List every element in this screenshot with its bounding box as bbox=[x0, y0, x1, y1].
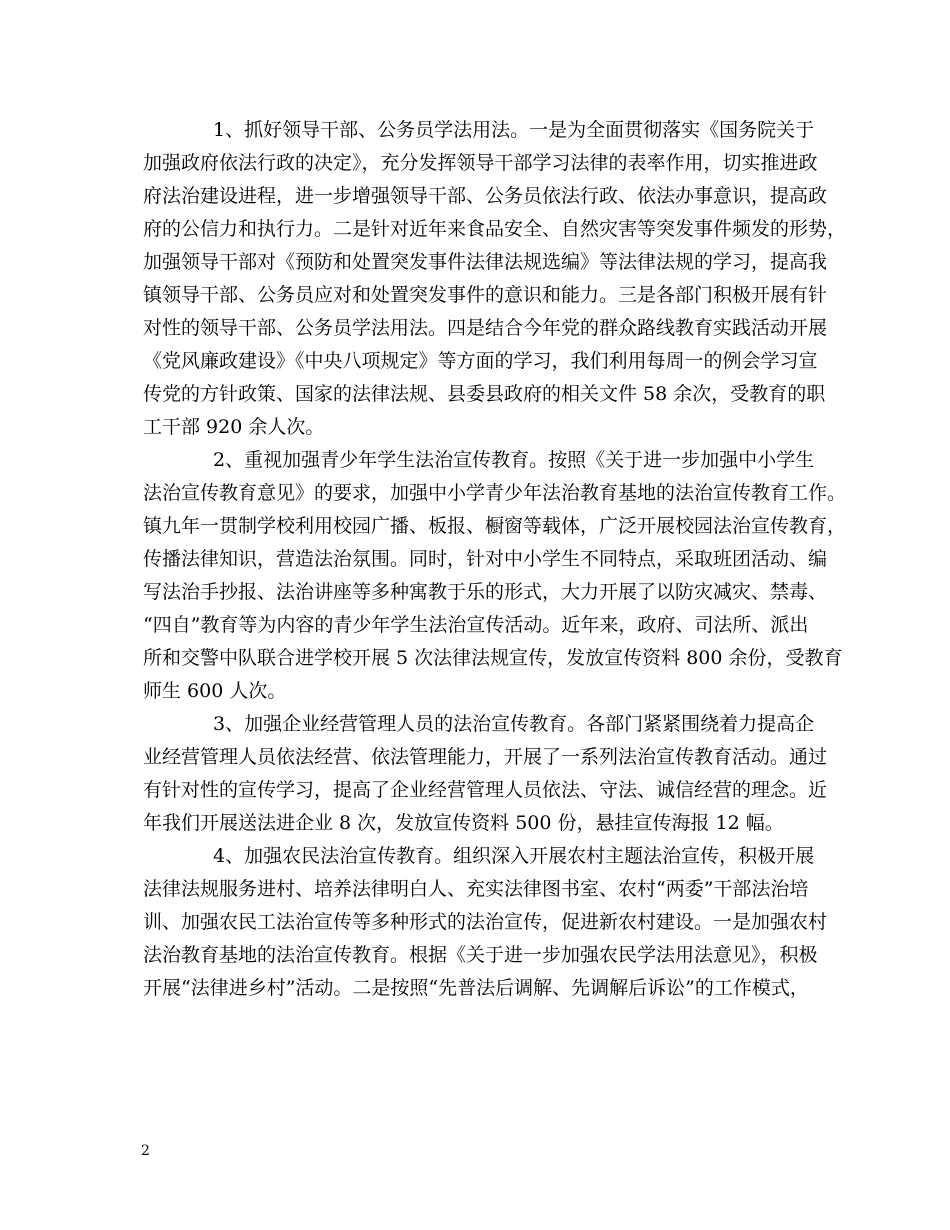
text-line: 加强政府依法行政的决定》，充分发挥领导干部学习法律的表率作用，切实推进政 bbox=[143, 152, 818, 174]
text-line: 对性的领导干部、公务员学法用法。四是结合今年党的群众路线教育实践活动开展 bbox=[143, 317, 828, 339]
text-line: 《党风廉政建设》《中央八项规定》等方面的学习，我们利用每周一的例会学习宣 bbox=[143, 350, 818, 372]
text-line: 写法治手抄报、法治讲座等多种寓教于乐的形式，大力开展了以防灾减灾、禁毒、 bbox=[143, 581, 828, 603]
text-line: 镇九年一贯制学校利用校园广播、板报、橱窗等载体，广泛开展校园法治宣传教育， bbox=[143, 515, 847, 537]
text-line: 业经营管理人员依法经营、依法管理能力，开展了一系列法治宣传教育活动。通过 bbox=[143, 746, 828, 768]
text-line: 传播法律知识，营造法治氛围。同时，针对中小学生不同特点，采取班团活动、编 bbox=[143, 548, 828, 570]
paragraph bbox=[143, 708, 828, 840]
text-line: 府的公信力和执行力。二是针对近年来食品安全、自然灾害等突发事件频发的形势， bbox=[143, 218, 847, 240]
text-line: 法治宣传教育意见》的要求，加强中小学青少年法治教育基地的法治宣传教育工作。 bbox=[143, 482, 847, 504]
text-line: 镇领导干部、公务员应对和处置突发事件的意识和能力。三是各部门积极开展有针 bbox=[143, 284, 828, 306]
text-line: 加强领导干部对《预防和处置突发事件法律法规选编》等法律法规的学习，提高我 bbox=[143, 251, 828, 273]
text-line: 传党的方针政策、国家的法律法规、县委县政府的相关文件 58 余次，受教育的职 bbox=[143, 383, 826, 405]
text-line: 有针对性的宣传学习，提高了企业经营管理人员依法、守法、诚信经营的理念。近 bbox=[143, 779, 828, 801]
text-line: 1、抓好领导干部、公务员学法用法。一是为全面贯彻落实《国务院关于 bbox=[213, 119, 815, 141]
text-line: 3、加强企业经营管理人员的法治宣传教育。各部门紧紧围绕着力提高企 bbox=[213, 713, 815, 735]
document-body bbox=[143, 114, 847, 1005]
text-line: “四自”教育等为内容的青少年学生法治宣传活动。近年来，政府、司法所、派出 bbox=[143, 614, 809, 636]
text-line: 训、加强农民工法治宣传等多种形式的法治宣传，促进新农村建设。一是加强农村 bbox=[143, 911, 828, 933]
text-line: 开展“法律进乡村”活动。二是按照“先普法后调解、先调解后诉讼”的工作模式， bbox=[143, 977, 809, 999]
paragraph bbox=[143, 114, 847, 444]
paragraph bbox=[143, 444, 847, 708]
text-line: 府法治建设进程，进一步增强领导干部、公务员依法行政、依法办事意识，提高政 bbox=[143, 185, 828, 207]
paragraph bbox=[143, 840, 828, 1005]
text-line: 所和交警中队联合进学校开展 5 次法律法规宣传，发放宣传资料 800 余份，受教育 bbox=[143, 647, 843, 669]
text-line: 4、加强农民法治宣传教育。组织深入开展农村主题法治宣传，积极开展 bbox=[213, 845, 815, 867]
text-line: 法律法规服务进村、培养法律明白人、充实法律图书室、农村“两委”干部法治培 bbox=[143, 878, 809, 900]
page-number: 2 bbox=[141, 1143, 150, 1159]
text-line: 2、重视加强青少年学生法治宣传教育。按照《关于进一步加强中小学生 bbox=[213, 449, 815, 471]
text-line: 年我们开展送法进企业 8 次，发放宣传资料 500 份，悬挂宣传海报 12 幅。 bbox=[143, 812, 784, 834]
text-line: 工干部 920 余人次。 bbox=[143, 416, 325, 438]
text-line: 师生 600 人次。 bbox=[143, 680, 287, 702]
text-line: 法治教育基地的法治宣传教育。根据《关于进一步加强农民学法用法意见》，积极 bbox=[143, 944, 818, 966]
